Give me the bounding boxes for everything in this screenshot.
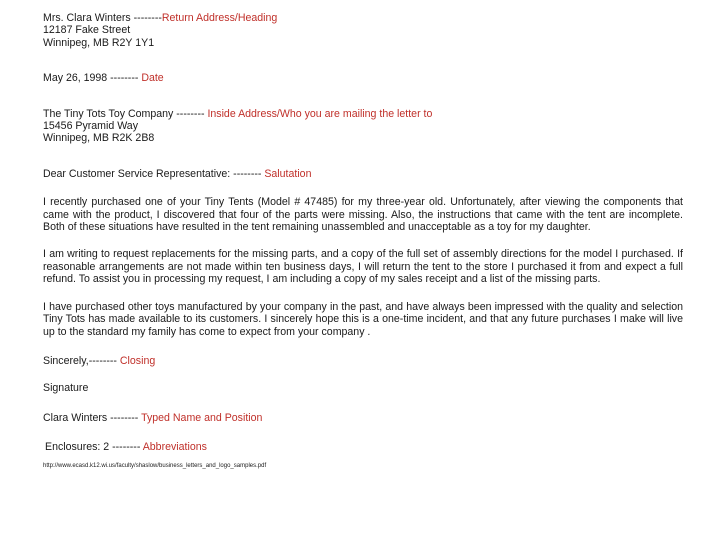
salutation-text: Dear Customer Service Representative: bbox=[43, 167, 231, 180]
return-address-block bbox=[43, 12, 683, 49]
enclosures-annotation: Abbreviations bbox=[142, 441, 207, 454]
source-url[interactable]: http://www.ecasd.k12.wi.us/faculty/shaslow/business_letters_and_logo_samples.pdf bbox=[43, 462, 267, 469]
letter-date: May 26, 1998 bbox=[43, 72, 108, 85]
return-address-annotation: Return Address/Heading bbox=[161, 12, 278, 24]
salutation-dashes: -------- bbox=[230, 167, 265, 180]
inside-address-block bbox=[43, 108, 683, 145]
recipient-company: The Tiny Tots Toy Company bbox=[43, 107, 174, 120]
salutation-annotation: Salutation bbox=[264, 167, 312, 180]
typed-name-line bbox=[43, 412, 683, 424]
typed-name-annotation: Typed Name and Position bbox=[141, 411, 263, 424]
enclosures-text: Enclosures: 2 bbox=[45, 441, 110, 454]
closing-text: Sincerely, bbox=[43, 354, 89, 367]
enclosures-line bbox=[43, 441, 683, 453]
closing-line bbox=[43, 355, 683, 367]
recipient-street: 15456 Pyramid Way bbox=[43, 120, 138, 133]
date-dashes: -------- bbox=[107, 72, 142, 85]
recipient-city: Winnipeg, MB R2K 2B8 bbox=[43, 132, 155, 145]
letter-page bbox=[43, 12, 683, 476]
return-address-name-line bbox=[43, 12, 683, 24]
typed-name: Clara Winters bbox=[43, 411, 108, 424]
sender-street: 12187 Fake Street bbox=[43, 24, 131, 37]
inside-address-company-line bbox=[43, 108, 683, 120]
date-line bbox=[43, 72, 683, 84]
body-paragraph-2: I am writing to request replacements for the missing parts, and a copy of the full set of assembly directions for the model I purchased. If reasonable arrangements are not made within ten business days, I will return the tent to the store I purchased it from and expect a full refund. To assist you in processing my request, I am including a copy of my sales receipt and a list of the missing parts. bbox=[43, 248, 683, 286]
body-paragraph-3: I have purchased other toys manufactured by your company in the past, and have always been impressed with the quality and selection Tiny Tots has made available to its customers. I sincerely hope this is a one-time incident, and that any future purchases I make will live up to the standard my family has come to expect from your company . bbox=[43, 300, 683, 338]
salutation-line bbox=[43, 168, 683, 180]
inside-address-annotation: Inside Address/Who you are mailing the letter to bbox=[207, 107, 433, 120]
inside-address-dashes: -------- bbox=[173, 107, 208, 120]
sender-name: Mrs. Clara Winters bbox=[43, 12, 131, 24]
enclosures-dashes: -------- bbox=[109, 441, 143, 454]
return-address-dashes: -------- bbox=[130, 12, 162, 24]
closing-dashes: -------- bbox=[88, 354, 120, 367]
date-annotation: Date bbox=[141, 72, 164, 85]
sender-city: Winnipeg, MB R2Y 1Y1 bbox=[43, 36, 155, 49]
body-paragraph-1: I recently purchased one of your Tiny Tents (Model # 47485) for my three-year old. Unfortunately, after viewing the components that came with the product, I discovered that four of the parts were missing. Also, the instructions that came with the tent are incomplete. Both of these situations have resulted in the tent remaining unassembled and unacceptable as a toy for my daughter. bbox=[43, 196, 683, 234]
signature-line: Signature bbox=[43, 382, 89, 395]
typed-name-dashes: -------- bbox=[107, 411, 142, 424]
closing-annotation: Closing bbox=[119, 354, 156, 367]
